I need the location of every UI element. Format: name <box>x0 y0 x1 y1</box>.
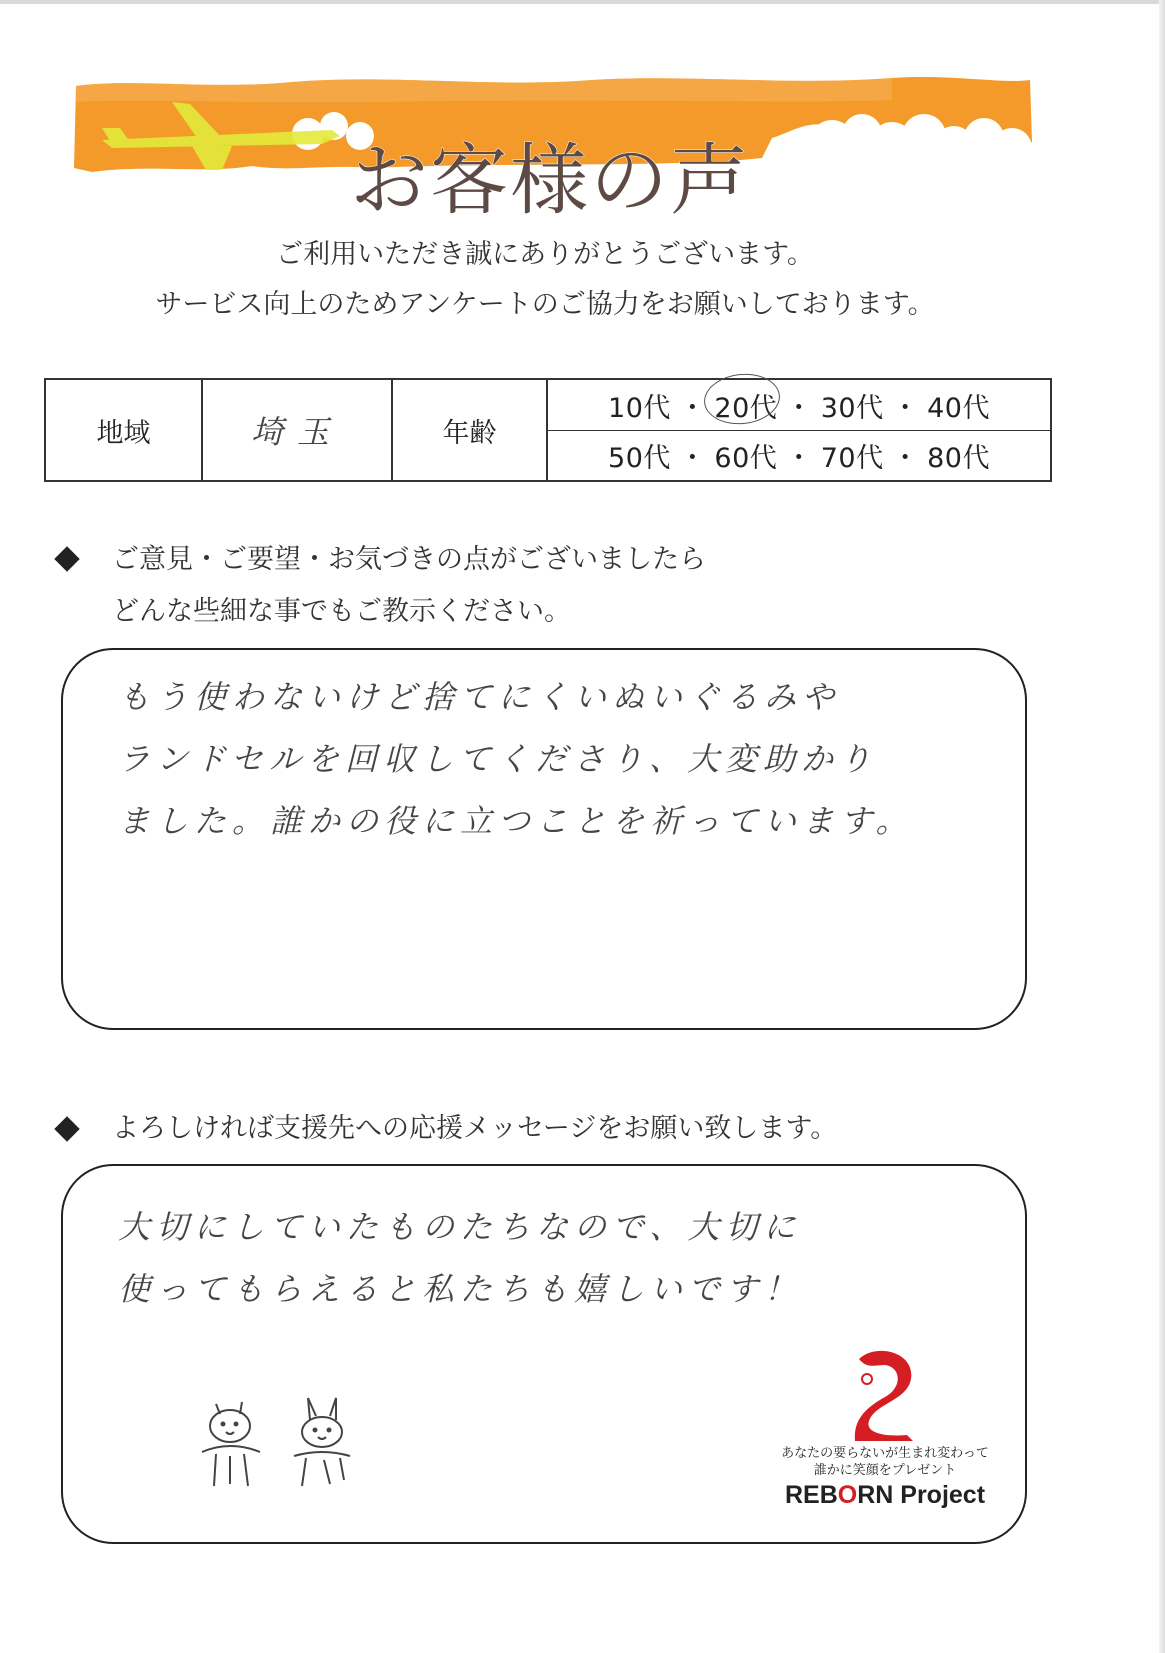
age-row-2 <box>548 430 1050 480</box>
logo-brand-pre: REB <box>784 1481 838 1509</box>
message-line-1: 大切にしていたものたちなので、大切に <box>118 1208 802 1246</box>
intro-text-line-1: ご利用いただき誠にありがとうございます。 <box>276 239 814 270</box>
age-option[interactable]: 10代 <box>608 392 671 424</box>
region-label: 地域 <box>46 380 203 480</box>
region-value: 埼玉 <box>250 413 343 451</box>
feedback-line-1: もう使わないけど捨てにくいぬいぐるみや <box>118 678 841 716</box>
feedback-line-3: ました。誰かの役に立つことを祈っています。 <box>118 802 914 840</box>
age-separator: ・ <box>678 392 707 424</box>
scan-top-edge <box>0 0 1165 4</box>
reborn-swirl-logo-icon <box>845 1345 925 1441</box>
age-option-selected[interactable]: 20代 <box>714 386 777 425</box>
scan-right-edge <box>1159 0 1165 1653</box>
age-options <box>548 380 1050 480</box>
age-separator: ・ <box>785 442 813 474</box>
feedback-answer-text <box>118 666 998 852</box>
age-separator: ・ <box>785 392 813 424</box>
logo-brand-name <box>760 1481 1010 1510</box>
logo-brand-o: O <box>837 1481 858 1509</box>
rabbit-doodle-icon <box>290 1396 370 1496</box>
logo-brand-post: RN Project <box>857 1481 986 1509</box>
message-line-2: 使ってもらえると私たちも嬉しいです！ <box>118 1270 803 1308</box>
feedback-line-2: ランドセルを回収してくださり、大変助かり <box>118 740 878 778</box>
age-row-1 <box>548 380 1050 431</box>
question-2-line-1: よろしければ支援先への応援メッセージをお願い致します。 <box>112 1113 838 1144</box>
age-option[interactable]: 30代 <box>820 392 884 424</box>
age-separator: ・ <box>891 442 920 474</box>
logo-tagline-1: あなたの要らないが生まれ変わって <box>781 1446 989 1461</box>
question-1-line-1: ご意見・ご要望・お気づきの点がございましたら <box>112 544 706 575</box>
bullet-diamond-icon <box>54 1116 79 1141</box>
question-1-line-2: どんな些細な事でもご教示ください。 <box>112 596 571 627</box>
reborn-project-logo <box>760 1345 1010 1535</box>
age-label: 年齢 <box>393 380 548 480</box>
age-option[interactable]: 40代 <box>927 392 990 424</box>
age-separator: ・ <box>678 442 707 474</box>
intro-text-line-2: サービス向上のためアンケートのご協力をお願いしております。 <box>155 289 935 320</box>
age-option[interactable]: 80代 <box>927 442 990 474</box>
bullet-diamond-icon <box>54 546 79 571</box>
age-option[interactable]: 70代 <box>820 442 884 474</box>
age-option[interactable]: 60代 <box>714 442 778 474</box>
age-option[interactable]: 50代 <box>608 442 671 474</box>
region-field[interactable] <box>203 380 393 480</box>
respondent-info-table <box>44 378 1052 482</box>
question-1 <box>112 534 706 638</box>
logo-tagline-2: 誰かに笑顔をプレゼント <box>813 1463 957 1478</box>
page-title: お客様の声 <box>349 136 750 226</box>
question-2 <box>112 1103 837 1155</box>
age-separator: ・ <box>891 392 920 424</box>
support-message-text <box>118 1196 998 1320</box>
